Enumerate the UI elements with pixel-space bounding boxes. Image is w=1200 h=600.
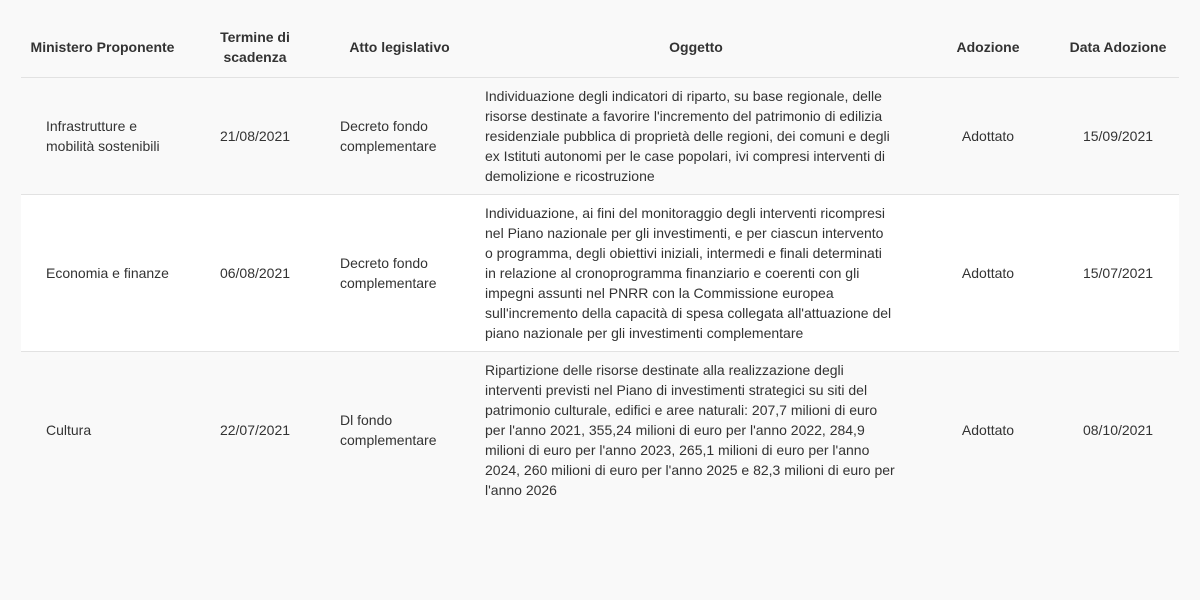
table-body — [21, 77, 1179, 508]
cell-termine: 22/07/2021 — [184, 351, 326, 508]
cell-termine: 06/08/2021 — [184, 194, 326, 351]
header-atto[interactable]: Atto legislativo — [326, 18, 473, 77]
cell-adozione: Adottato — [919, 77, 1057, 194]
cell-ministero: Infrastrutture e mobilità sostenibili — [21, 77, 184, 194]
cell-data-adozione: 15/09/2021 — [1057, 77, 1179, 194]
header-adozione[interactable]: Adozione — [919, 18, 1057, 77]
cell-oggetto: Individuazione degli indicatori di riparto, su base regionale, delle risorse destinate a favorire l'incremento del patrimonio di edilizia residenziale pubblica di proprietà delle regioni, dei comuni e degli ex Istituti autonomi per le case popolari, ivi compresi interventi di demolizione e ricostruzione — [473, 77, 919, 194]
header-data[interactable]: Data Adozione — [1057, 18, 1179, 77]
cell-data-adozione: 15/07/2021 — [1057, 194, 1179, 351]
cell-data-adozione: 08/10/2021 — [1057, 351, 1179, 508]
header-row — [21, 18, 1179, 77]
cell-adozione: Adottato — [919, 194, 1057, 351]
table-row — [21, 77, 1179, 194]
table-row — [21, 194, 1179, 351]
cell-atto: Decreto fondo complementare — [326, 77, 473, 194]
cell-adozione: Adottato — [919, 351, 1057, 508]
header-ministero[interactable]: Ministero Proponente — [21, 18, 184, 77]
header-oggetto[interactable]: Oggetto — [473, 18, 919, 77]
cell-termine: 21/08/2021 — [184, 77, 326, 194]
table-header — [21, 18, 1179, 77]
cell-oggetto: Ripartizione delle risorse destinate alla realizzazione degli interventi previsti nel Piano di investimenti strategici su siti del patrimonio culturale, edifici e aree naturali: 207,7 milioni di euro per l'anno 2021, 355,24 milioni di euro per l'anno 2022, 284,9 milioni di euro per l'anno 2023, 265,1 milioni di euro per l'anno 2024, 260 milioni di euro per l'anno 2025 e 82,3 milioni di euro per l'anno 2026 — [473, 351, 919, 508]
decrees-table — [21, 18, 1179, 508]
content-area — [21, 18, 1179, 508]
cell-ministero: Economia e finanze — [21, 194, 184, 351]
table-row — [21, 351, 1179, 508]
cell-atto: Decreto fondo complementare — [326, 194, 473, 351]
cell-atto: Dl fondo complementare — [326, 351, 473, 508]
header-termine[interactable]: Termine di scadenza — [184, 18, 326, 77]
cell-oggetto: Individuazione, ai fini del monitoraggio degli interventi ricompresi nel Piano nazionale per gli investimenti, e per ciascun intervento o programma, degli obiettivi iniziali, intermedi e finali determinati in relazione al cronoprogramma finanziario e coerenti con gli impegni assunti nel PNRR con la Commissione europea sull'incremento della capacità di spesa collegata all'attuazione del piano nazionale per gli investimenti complementare — [473, 194, 919, 351]
cell-ministero: Cultura — [21, 351, 184, 508]
